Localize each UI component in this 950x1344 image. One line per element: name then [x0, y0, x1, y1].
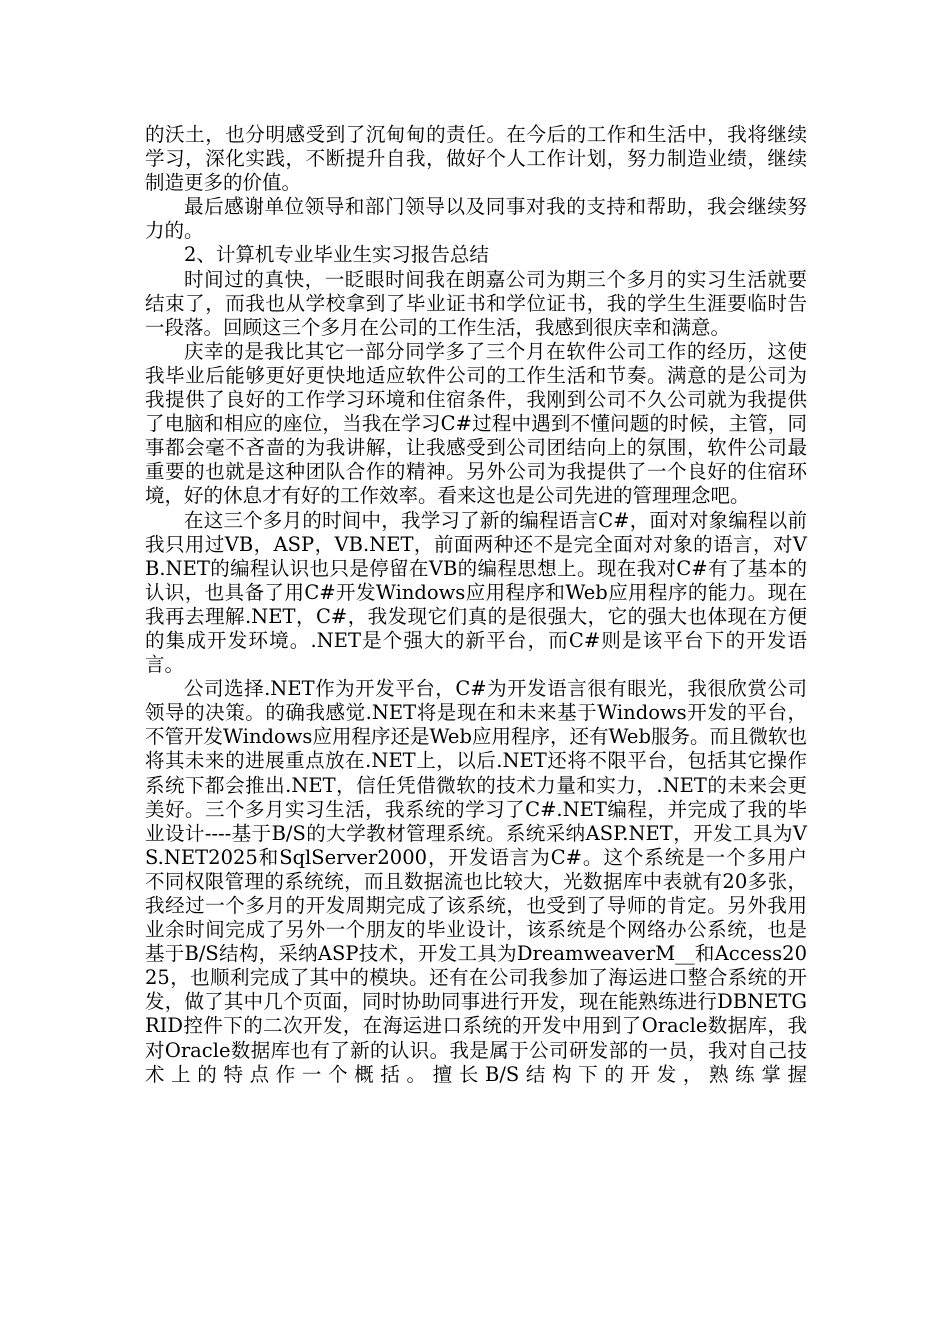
- paragraph-thanks: 最后感谢单位领导和部门领导以及同事对我的支持和帮助，我会继续努力的。: [145, 195, 807, 243]
- paragraph-continuation: 的沃土，也分明感受到了沉甸甸的责任。在今后的工作和生活中，我将继续学习，深化实践，不断提升自我，做好个人工作计划，努力制造业绩，继续制造更多的价值。: [145, 123, 807, 195]
- paragraph-csharp: 在这三个多月的时间中，我学习了新的编程语言C#，面对对象编程以前我只用过VB，ASP，VB.NET，前面两种还不是完全面对对象的语言，对VB.NET的编程认识也只是停留在VB的编程思想上。现在我对C#有了基本的认识，也具备了用C#开发Windows应用程序和Web应用程序的能力。现在我再去理解.NET，C#，我发现它们真的是很强大，它的强大也体现在方便的集成开发环境。.NET是个强大的新平台，而C#则是该平台下的开发语言。: [145, 508, 807, 677]
- paragraph-dotnet: 公司选择.NET作为开发平台，C#为开发语言很有眼光，我很欣赏公司领导的决策。的确我感觉.NET将是现在和未来基于Windows开发的平台，不管开发Windows应用程序还是Web应用程序，还有Web服务。而且微软也将其未来的进展重点放在.NET上，以后.NET还将不限平台，包括其它操作系统下都会推出.NET，信任凭借微软的技术力量和实力，.NET的未来会更美好。三个多月实习生活，我系统的学习了C#.NET编程，并完成了我的毕业设计----基于B/S的大学教材管理系统。系统采纳ASP.NET，开发工具为VS.NET2025和SqlServer2000，开发语言为C#。这个系统是一个多用户不同权限管理的系统统，而且数据流也比较大，光数据库中表就有20多张，我经过一个多月的开发周期完成了该系统，也受到了导师的肯定。另外我用业余时间完成了另外一个朋友的毕业设计，该系统是个网络办公系统，也是基于B/S结构，采纳ASP技术，开发工具为DreamweaverM__和Access2025，也顺利完成了其中的模块。还有在公司我参加了海运进口整合系统的开发，做了其中几个页面，同时协助同事进行开发，现在能熟练进行DBNETGRID控件下的二次开发，在海运进口系统的开发中用到了Oracle数据库，我对Oracle数据库也有了新的认识。我是属于公司研发部的一员，我对自己技术上的特点作一个概括。擅长B/S结构下的开发，熟练掌握: [145, 677, 807, 1086]
- paragraph-intro: 时间过的真快，一眨眼时间我在朗嘉公司为期三个多月的实习生活就要结束了，而我也从学校拿到了毕业证书和学位证书，我的学生生涯要临时告一段落。回顾这三个多月在公司的工作生活，我感到很庆幸和满意。: [145, 267, 807, 339]
- paragraph-fortunate: 庆幸的是我比其它一部分同学多了三个月在软件公司工作的经历，这使我毕业后能够更好更快地适应软件公司的工作生活和节奏。满意的是公司为我提供了良好的工作学习环境和住宿条件，我刚到公司不久公司就为我提供了电脑和相应的座位，当我在学习C#过程中遇到不懂问题的时候，主管，同事都会毫不吝啬的为我讲解，让我感受到公司团结向上的氛围，软件公司最重要的也就是这种团队合作的精神。另外公司为我提供了一个良好的住宿环境，好的休息才有好的工作效率。看来这也是公司先进的管理理念吧。: [145, 339, 807, 508]
- section-heading: 2、计算机专业毕业生实习报告总结: [184, 243, 489, 267]
- document-page: [145, 123, 807, 1087]
